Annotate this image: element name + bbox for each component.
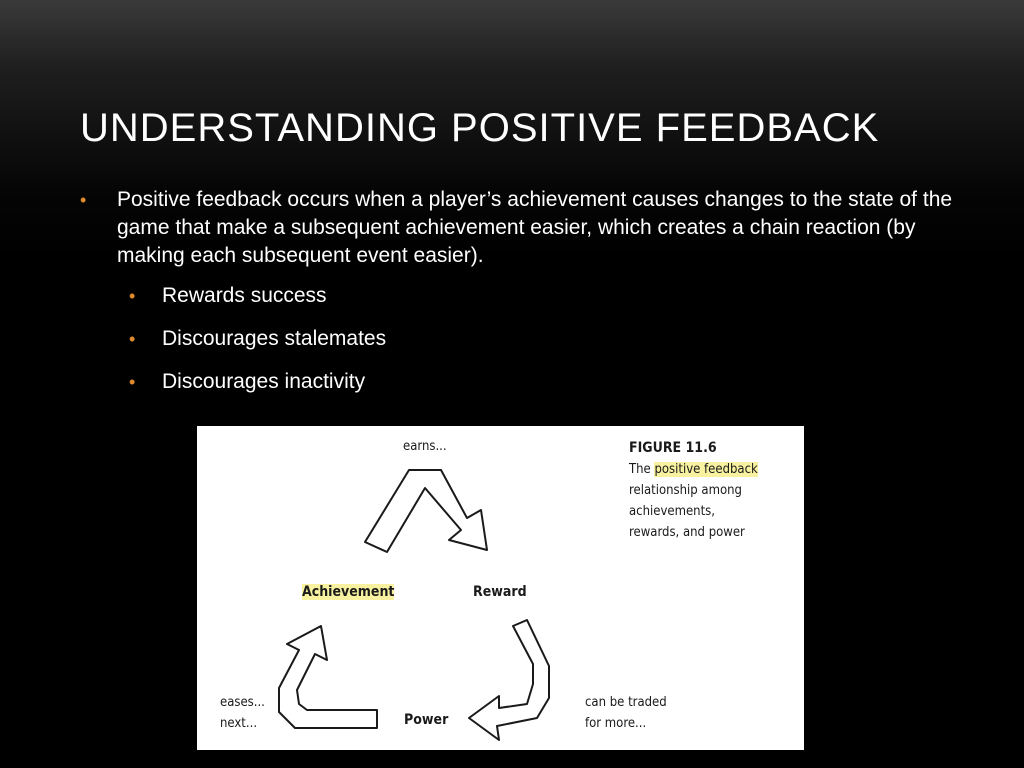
arrow-traded-icon	[469, 620, 549, 740]
caption-line-3: achievements,	[629, 504, 715, 519]
figure-caption	[629, 438, 758, 543]
edge-label-eases	[220, 692, 265, 734]
node-power: Power	[404, 712, 449, 728]
caption-line-1-pre: The	[629, 462, 655, 477]
caption-line-2: relationship among	[629, 483, 742, 498]
edge-label-traded-line2: for more...	[585, 716, 647, 731]
edge-label-traded-line1: can be traded	[585, 695, 667, 710]
edge-label-eases-line1: eases...	[220, 695, 265, 710]
sub-bullet-text: Rewards success	[162, 284, 327, 307]
node-achievement-label: Achievement	[302, 584, 395, 600]
arrow-earns-icon	[365, 470, 487, 552]
feedback-figure	[197, 426, 804, 750]
caption-line-1	[629, 459, 758, 480]
bullet-dot-icon: •	[80, 190, 87, 210]
node-achievement	[302, 582, 394, 603]
bullet-text: Positive feedback occurs when a player’s achievement causes changes to the state of the game that make a subsequent achievement easier, which creates a chain reaction (by making each subsequent event easier).	[117, 188, 953, 267]
caption-highlight: positive feedback	[654, 462, 758, 477]
bullet-dot-icon: •	[129, 372, 136, 392]
figure-number: FIGURE 11.6	[629, 440, 717, 456]
sub-bullet-text: Discourages inactivity	[162, 370, 366, 393]
sub-bullet-item	[80, 325, 960, 353]
bullet-list	[80, 186, 960, 411]
slide-title: UNDERSTANDING POSITIVE FEEDBACK	[80, 106, 880, 150]
edge-label-earns: earns...	[403, 439, 447, 454]
arrow-eases-icon	[279, 626, 377, 728]
bullet-dot-icon: •	[129, 329, 136, 349]
edge-label-eases-line2: next...	[220, 716, 258, 731]
node-reward: Reward	[473, 584, 527, 600]
bullet-item	[80, 186, 960, 270]
sub-bullet-item	[80, 368, 960, 396]
sub-bullet-item	[80, 282, 960, 310]
edge-label-traded	[585, 692, 667, 734]
bullet-dot-icon: •	[129, 286, 136, 306]
caption-line-4: rewards, and power	[629, 525, 745, 540]
sub-bullet-text: Discourages stalemates	[162, 327, 387, 350]
